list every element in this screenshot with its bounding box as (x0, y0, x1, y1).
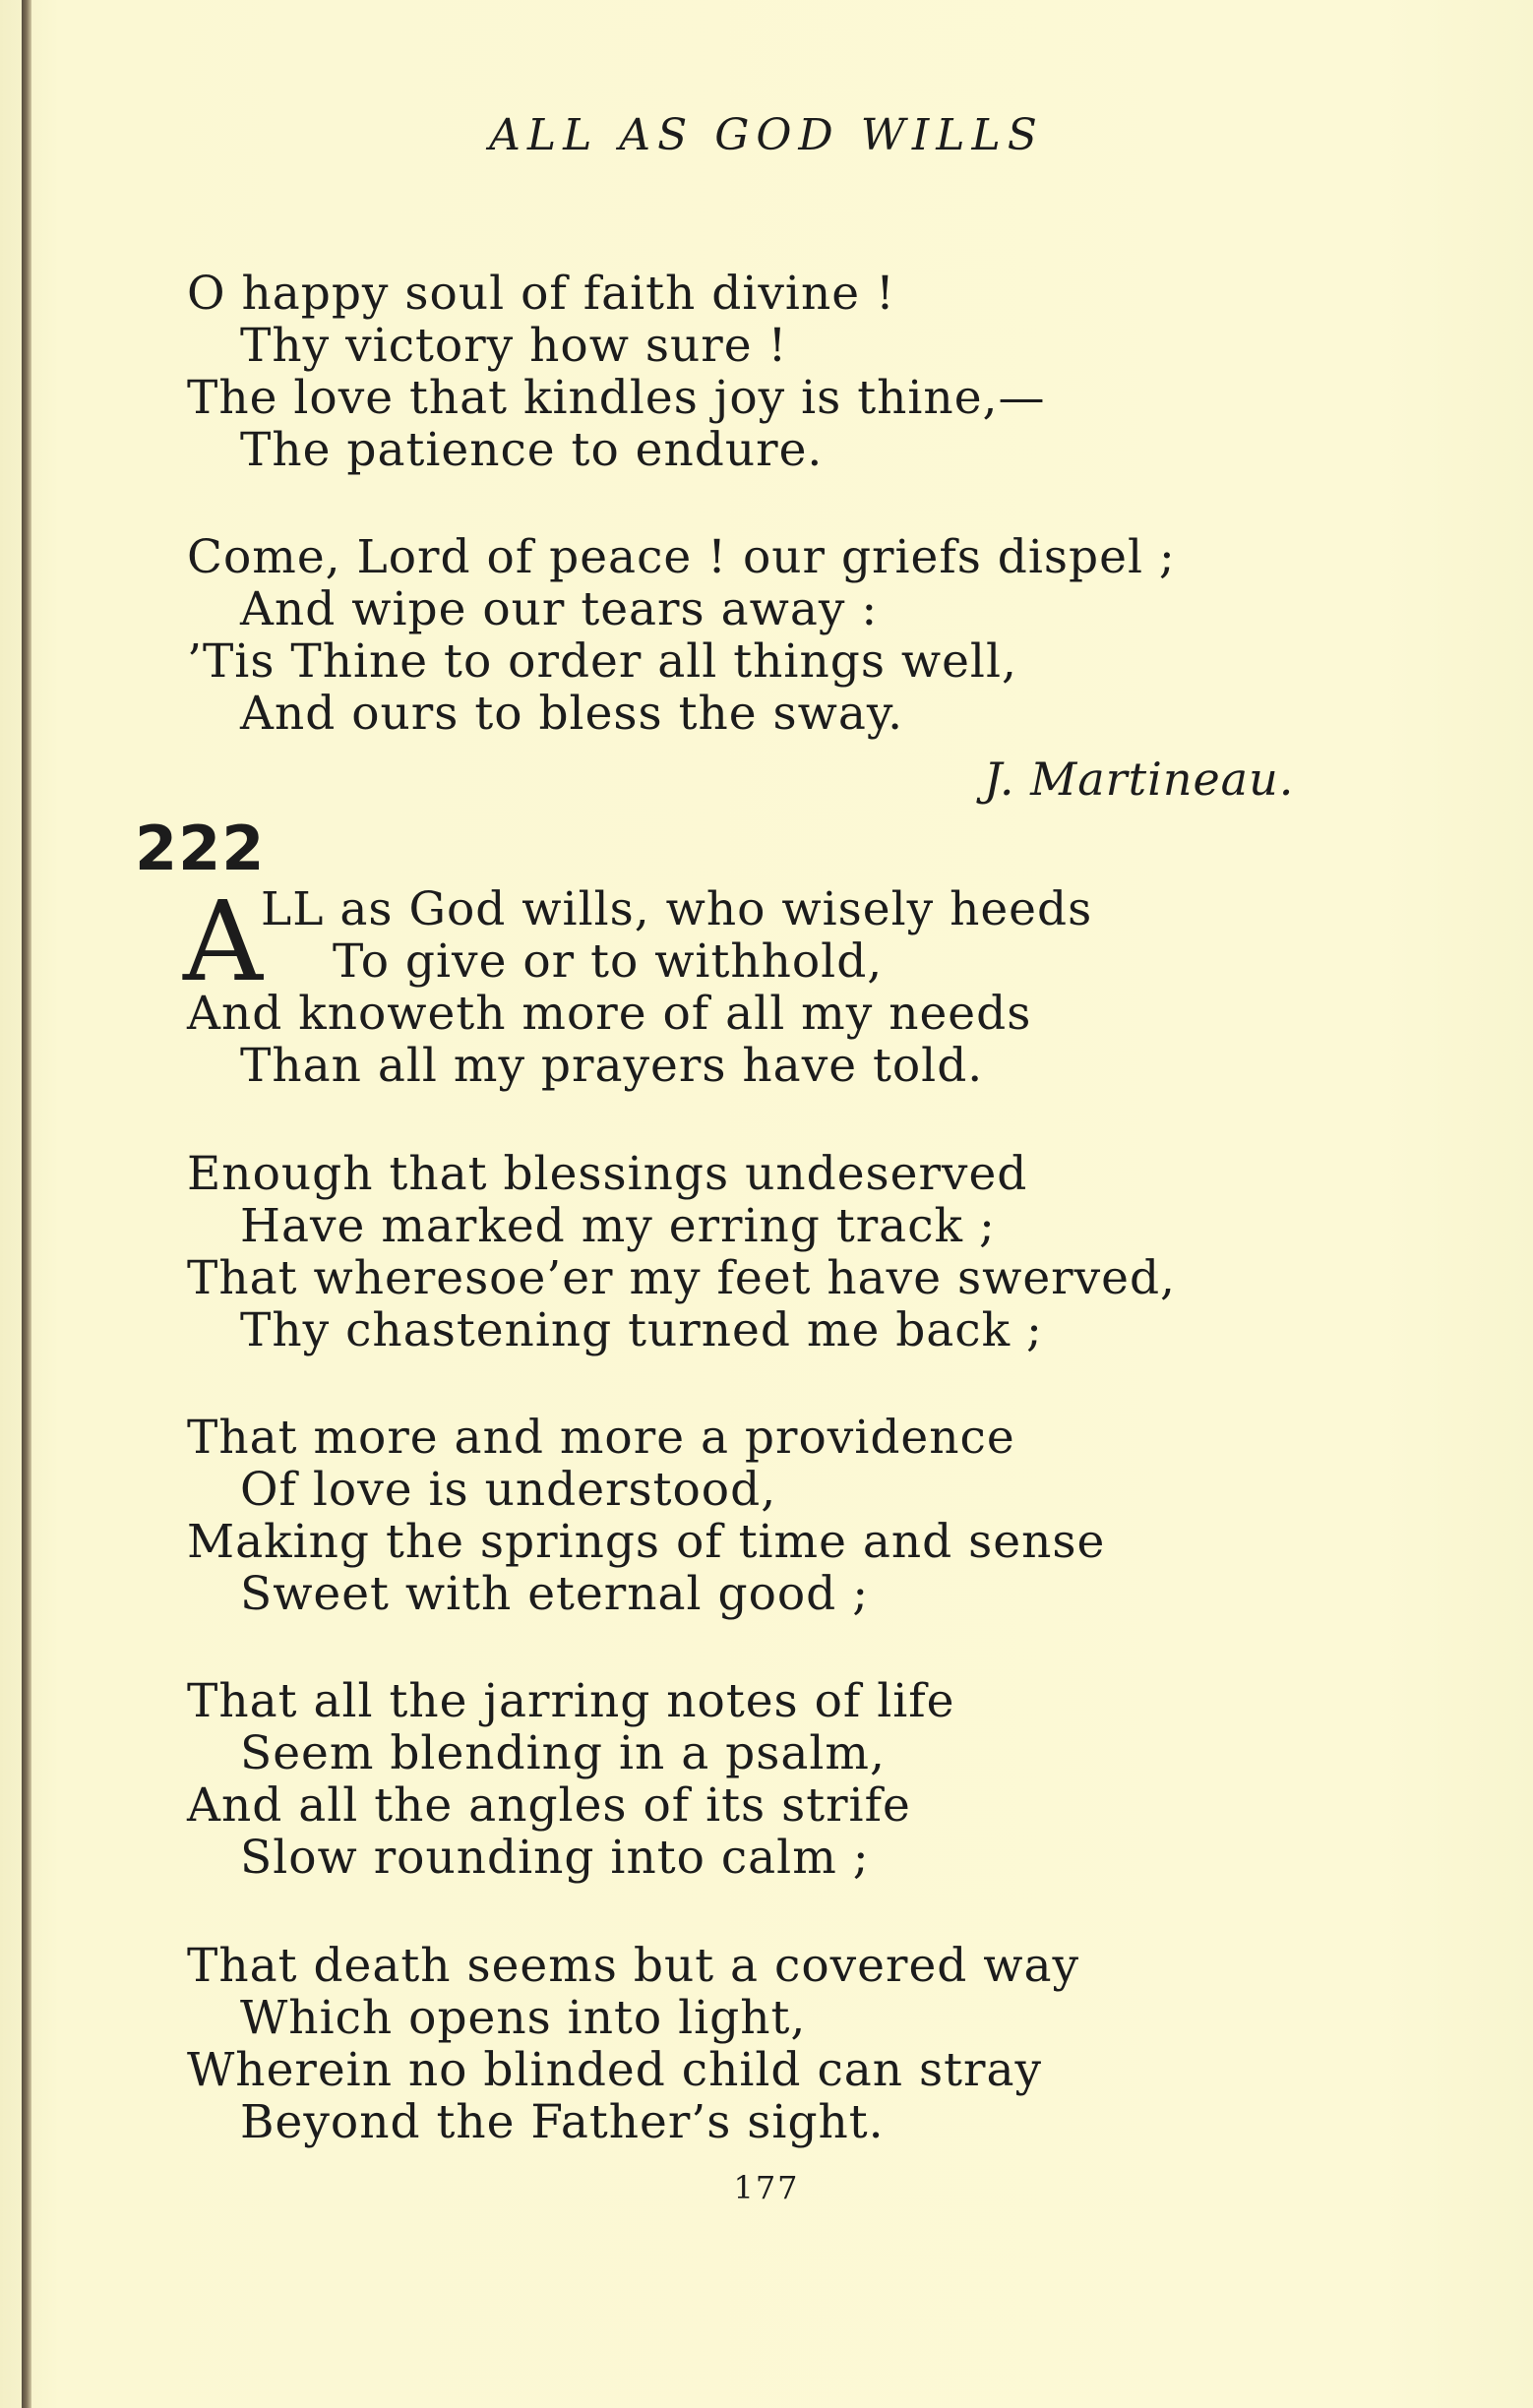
verse-line: Enough that blessings undeserved (187, 1147, 1028, 1201)
author-attribution: J. Martineau. (984, 752, 1295, 806)
verse-line: And all the angles of its strife (187, 1778, 911, 1833)
verse-line: Sweet with eternal good ; (240, 1567, 870, 1621)
verse-line: ’Tis Thine to order all things well, (187, 634, 1017, 689)
verse-line: Wherein no blinded child can stray (187, 2043, 1043, 2097)
verse-line: Than all my prayers have told. (240, 1039, 984, 1093)
verse-line: The love that kindles joy is thine,— (187, 371, 1046, 425)
verse-line: That death seems but a covered way (187, 1939, 1080, 1993)
verse-line: LL as God wills, who wisely heeds (261, 882, 1093, 936)
verse-line: Of love is understood, (240, 1463, 777, 1517)
verse-line: Thy victory how sure ! (240, 319, 788, 373)
previous-hymn-stanza-2 (187, 531, 1176, 740)
verse-line: That all the jarring notes of life (187, 1674, 955, 1728)
verse-line: And knoweth more of all my needs (187, 987, 1032, 1041)
verse-line: To give or to withhold, (333, 934, 884, 989)
hymn-stanza-1 (187, 883, 1092, 1092)
verse-line: That wheresoe’er my feet have swerved, (187, 1251, 1176, 1305)
hymn-stanza-4 (187, 1675, 955, 1884)
previous-hymn-stanza-1 (187, 268, 1045, 476)
verse-line: Seem blending in a psalm, (240, 1726, 886, 1780)
verse-line: Have marked my erring track ; (240, 1199, 996, 1253)
running-head: ALL AS GOD WILLS (489, 110, 1044, 160)
verse-line: Come, Lord of peace ! our griefs dispel ; (187, 530, 1176, 584)
verse-line: And ours to bless the sway. (240, 687, 904, 741)
verse-line: The patience to endure. (240, 423, 824, 477)
hymn-stanza-2 (187, 1148, 1176, 1356)
verse-line: Slow rounding into calm ; (240, 1831, 870, 1885)
drop-cap: A (183, 878, 263, 1006)
verse-line: That more and more a providence (187, 1411, 1015, 1465)
binding-edge (22, 0, 31, 2408)
hymn-number: 222 (135, 813, 266, 884)
verse-line: O happy soul of faith divine ! (187, 267, 895, 321)
hymn-stanza-3 (187, 1412, 1105, 1620)
hymn-stanza-5 (187, 1940, 1079, 2148)
verse-line: Beyond the Father’s sight. (240, 2095, 885, 2149)
page-number: 177 (733, 2169, 800, 2206)
verse-line: And wipe our tears away : (240, 582, 879, 636)
verse-line: Thy chastening turned me back ; (240, 1303, 1043, 1357)
verse-line: Making the springs of time and sense (187, 1515, 1106, 1569)
verse-line: Which opens into light, (240, 1991, 807, 2045)
